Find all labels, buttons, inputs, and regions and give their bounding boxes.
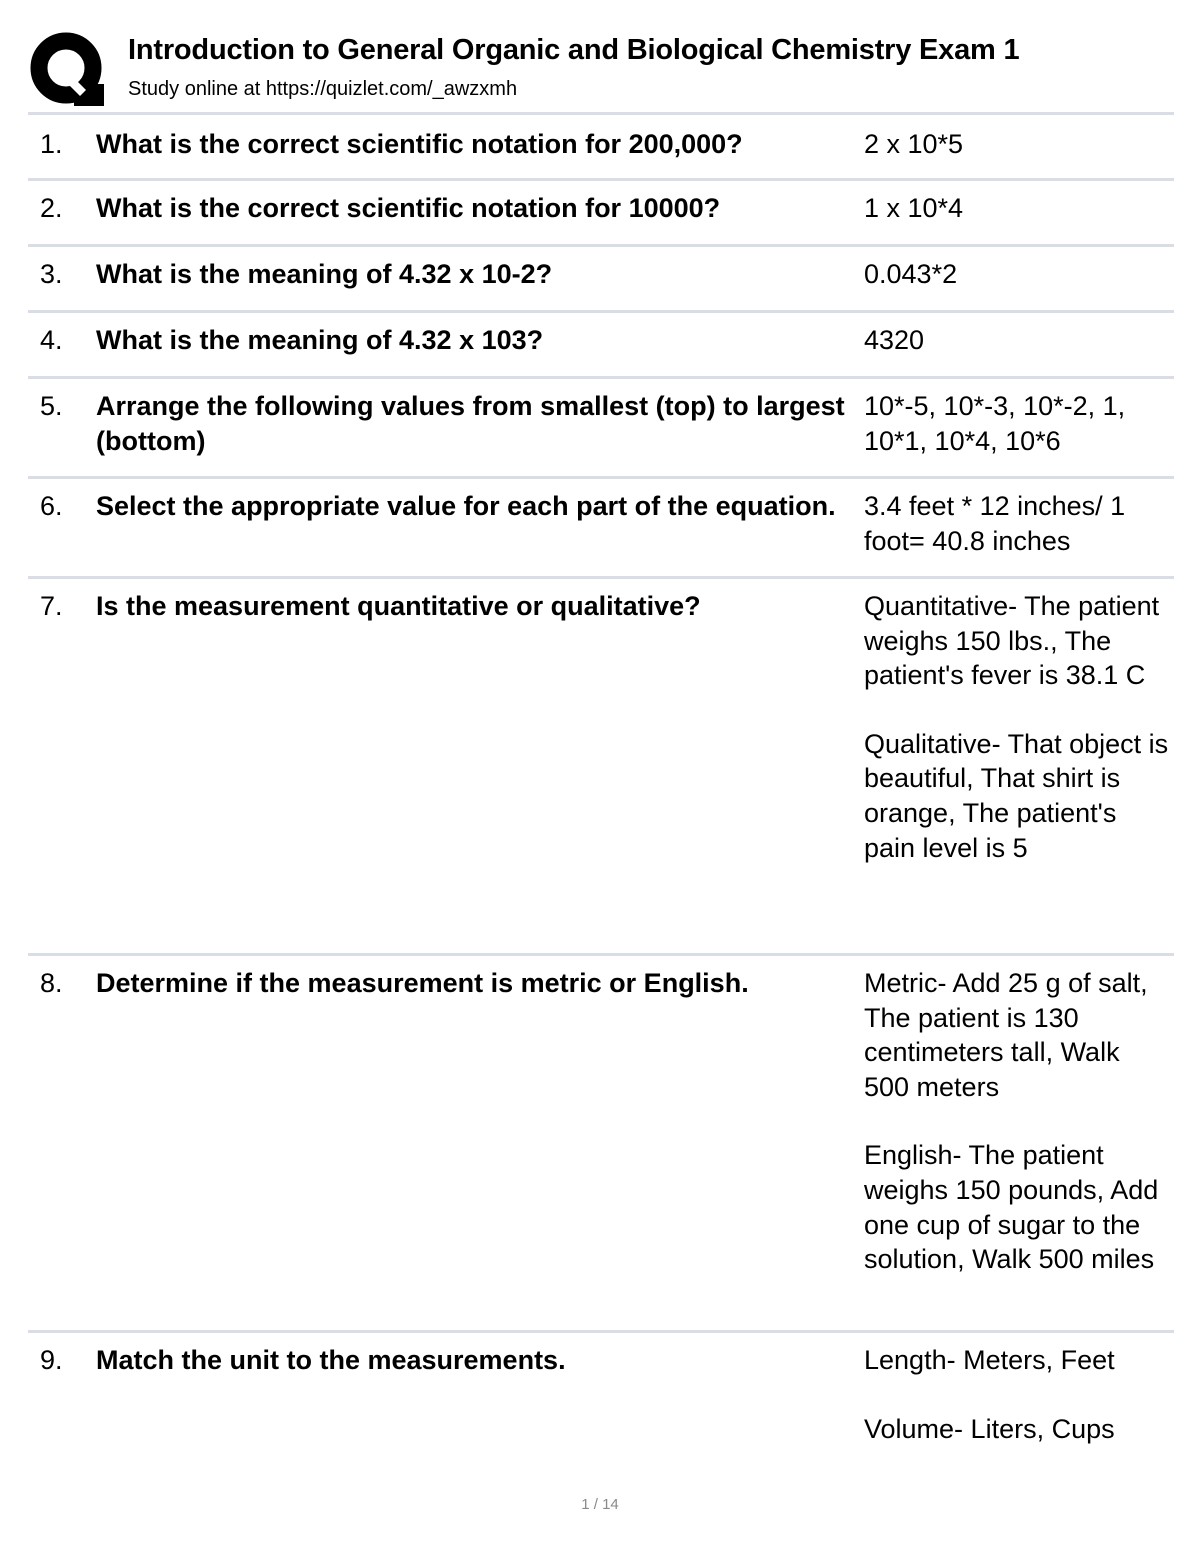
card-number: 2. [40,193,63,223]
flashcard-row [28,313,1174,379]
document-header [30,30,1172,110]
definition-paragraph: Qualitative- That object is beautiful, That shirt is orange, The patient's pain level is 5 [864,728,1169,863]
flashcard-row [28,956,1174,1333]
card-number: 4. [40,325,63,355]
card-term: Select the appropriate value for each part of the equation. [96,491,836,521]
card-definition [864,1343,1169,1446]
flashcard-row [28,115,1174,181]
flashcard-row [28,1333,1174,1473]
card-term: Match the unit to the measurements. [96,1345,566,1375]
definition-paragraph: Metric- Add 25 g of salt, The patient is 130 centimeters tall, Walk 500 meters [864,968,1148,1102]
flashcard-row [28,247,1174,313]
card-number: 5. [40,391,63,421]
card-term: Arrange the following values from smallest (top) to largest (bottom) [96,391,845,456]
definition-paragraph: 10*-5, 10*-3, 10*-2, 1, 10*1, 10*4, 10*6 [864,391,1126,456]
card-definition [864,257,1169,292]
card-term: Determine if the measurement is metric or English. [96,968,749,998]
definition-paragraph: 4320 [864,325,925,355]
card-term: What is the meaning of 4.32 x 103? [96,325,544,355]
study-online-link[interactable]: Study online at https://quizlet.com/_awzxmh [128,78,518,100]
card-definition [864,191,1169,226]
card-definition [864,389,1169,458]
definition-paragraph: 2 x 10*5 [864,129,964,159]
definition-paragraph: English- The patient weighs 150 pounds, Add one cup of sugar to the solution, Walk 500 miles [864,1140,1159,1275]
card-term: What is the correct scientific notation for 10000? [96,193,721,223]
flashcard-row [28,579,1174,956]
definition-paragraph: Quantitative- The patient weighs 150 lbs., The patient's fever is 38.1 C [864,591,1160,691]
definition-paragraph: Volume- Liters, Cups [864,1413,1115,1444]
card-definition [864,323,1169,358]
card-definition [864,589,1169,865]
card-term: What is the meaning of 4.32 x 10-2? [96,259,553,289]
page-title: Introduction to General Organic and Biological Chemistry Exam 1 [128,34,1020,66]
flashcard-row [28,181,1174,247]
definition-paragraph: 0.043*2 [864,259,958,289]
card-definition [864,966,1169,1277]
card-number: 9. [40,1345,63,1375]
flashcard-row [28,379,1174,479]
card-definition [864,489,1169,558]
card-number: 8. [40,968,63,998]
card-term: Is the measurement quantitative or qualitative? [96,591,701,621]
card-number: 1. [40,129,63,159]
flashcard-row [28,479,1174,579]
card-definition [864,127,1169,162]
card-number: 7. [40,591,63,621]
card-term: What is the correct scientific notation for 200,000? [96,129,743,159]
page-number: 1 / 14 [581,1496,619,1513]
definition-paragraph: 3.4 feet * 12 inches/ 1 foot= 40.8 inches [864,491,1126,556]
definition-paragraph: Length- Meters, Feet [864,1345,1115,1375]
card-number: 6. [40,491,63,521]
flashcard-list [28,112,1174,1473]
quizlet-q-logo-icon [30,32,106,108]
card-number: 3. [40,259,63,289]
definition-paragraph: 1 x 10*4 [864,193,964,223]
